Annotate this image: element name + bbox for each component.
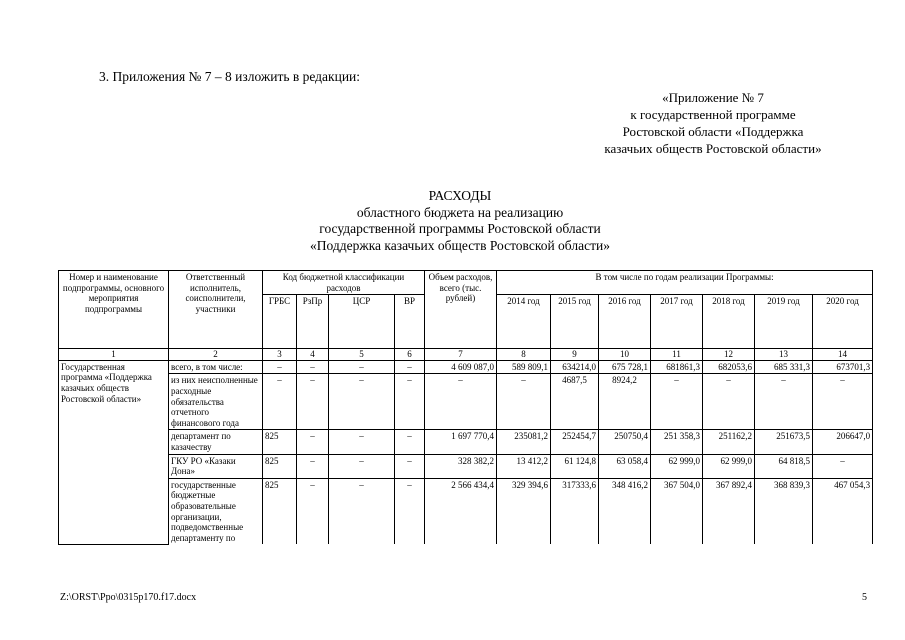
row-year-value: 252454,7: [551, 430, 599, 454]
row-year-value: 634214,0: [551, 360, 599, 374]
appendix-line: к государственной программе: [630, 107, 796, 122]
table-row: [59, 430, 873, 454]
table-header-row: [59, 271, 873, 295]
page-number: 5: [862, 592, 867, 603]
row-year-value: 348 416,2: [599, 478, 651, 544]
footer-file-path: Z:\ORST\Ppo\0315p170.f17.docx: [60, 592, 197, 603]
row-csr: –: [329, 360, 395, 374]
row-grbs: –: [263, 374, 297, 430]
row-csr: –: [329, 430, 395, 454]
header-year: 2018 год: [703, 295, 755, 349]
row-grbs: 825: [263, 430, 297, 454]
header-code: ВР: [395, 295, 425, 349]
header-code: РзПр: [297, 295, 329, 349]
header-code: ГРБС: [263, 295, 297, 349]
header-year: 2020 год: [813, 295, 873, 349]
row-vr: –: [395, 374, 425, 430]
row-year-value: 235081,2: [497, 430, 551, 454]
row-year-value: 368 839,3: [755, 478, 813, 544]
row-year-value: 681861,3: [651, 360, 703, 374]
column-number: 10: [599, 349, 651, 361]
row-executor: департамент по казачеству: [169, 430, 263, 454]
document-heading: [210, 188, 710, 254]
row-csr: –: [329, 454, 395, 478]
row-year-value: 685 331,3: [755, 360, 813, 374]
row-year-value: –: [755, 374, 813, 430]
column-number: 5: [329, 349, 395, 361]
row-year-value: 682053,6: [703, 360, 755, 374]
row-year-value: –: [497, 374, 551, 430]
column-number: 12: [703, 349, 755, 361]
row-year-value: 317333,6: [551, 478, 599, 544]
column-number-row: [59, 349, 873, 361]
row-year-value: 251673,5: [755, 430, 813, 454]
appendix-line: Ростовской области «Поддержка: [622, 124, 804, 139]
row-rzpr: –: [297, 454, 329, 478]
row-total: 1 697 770,4: [425, 430, 497, 454]
row-year-value: 4687,5: [551, 374, 599, 430]
row-executor: из них неисполненные расходные обязательства отчетного финансового года: [169, 374, 263, 430]
row-executor: всего, в том числе:: [169, 360, 263, 374]
row-year-value: 329 394,6: [497, 478, 551, 544]
column-number: 4: [297, 349, 329, 361]
header-year: 2016 год: [599, 295, 651, 349]
row-csr: –: [329, 478, 395, 544]
row-executor: ГКУ РО «Казаки Дона»: [169, 454, 263, 478]
appendix-line: «Приложение № 7: [662, 90, 764, 105]
row-year-value: 467 054,3: [813, 478, 873, 544]
row-csr: –: [329, 374, 395, 430]
row-year-value: 62 999,0: [703, 454, 755, 478]
column-number: 11: [651, 349, 703, 361]
header-year: 2014 год: [497, 295, 551, 349]
appendix-note: [563, 89, 863, 157]
row-total: 4 609 087,0: [425, 360, 497, 374]
row-executor: государственные бюджетные образовательные организации, подведомственные департаменту по: [169, 478, 263, 544]
program-name: Государственная программа «Поддержка казачьих обществ Ростовской области»: [59, 360, 169, 544]
row-rzpr: –: [297, 374, 329, 430]
row-year-value: 64 818,5: [755, 454, 813, 478]
row-grbs: 825: [263, 454, 297, 478]
heading-line: «Поддержка казачьих обществ Ростовской области»: [310, 237, 610, 253]
table-row: [59, 454, 873, 478]
header-year: 2019 год: [755, 295, 813, 349]
column-number: 3: [263, 349, 297, 361]
column-number: 9: [551, 349, 599, 361]
row-year-value: 367 892,4: [703, 478, 755, 544]
header-executor: Ответственный исполнитель, соисполнители, участники: [169, 271, 263, 349]
header-name: Номер и наименование подпрограммы, основного мероприятия подпрограммы: [59, 271, 169, 349]
header-years-group: В том числе по годам реализации Программы:: [497, 271, 873, 295]
row-year-value: 61 124,8: [551, 454, 599, 478]
table-row: [59, 374, 873, 430]
row-year-value: –: [651, 374, 703, 430]
heading-line: областного бюджета на реализацию: [356, 204, 564, 220]
row-year-value: 250750,4: [599, 430, 651, 454]
column-number: 1: [59, 349, 169, 361]
column-number: 2: [169, 349, 263, 361]
appendix-line: казачьих обществ Ростовской области»: [604, 141, 822, 156]
row-year-value: 62 999,0: [651, 454, 703, 478]
row-vr: –: [395, 430, 425, 454]
row-year-value: 367 504,0: [651, 478, 703, 544]
row-vr: –: [395, 360, 425, 374]
column-number: 7: [425, 349, 497, 361]
intro-text: 3. Приложения № 7 – 8 изложить в редакции:: [99, 69, 361, 84]
row-year-value: –: [703, 374, 755, 430]
row-grbs: –: [263, 360, 297, 374]
expenses-table: [58, 270, 873, 545]
table-row: [59, 478, 873, 544]
header-year: 2015 год: [551, 295, 599, 349]
heading-line: государственной программы Ростовской области: [319, 221, 601, 236]
row-year-value: 63 058,4: [599, 454, 651, 478]
column-number: 13: [755, 349, 813, 361]
row-year-value: 589 809,1: [497, 360, 551, 374]
table-row: [59, 360, 873, 374]
row-vr: –: [395, 478, 425, 544]
row-year-value: –: [813, 374, 873, 430]
row-rzpr: –: [297, 360, 329, 374]
row-vr: –: [395, 454, 425, 478]
row-rzpr: –: [297, 478, 329, 544]
row-total: 328 382,2: [425, 454, 497, 478]
row-year-value: 251 358,3: [651, 430, 703, 454]
row-total: 2 566 434,4: [425, 478, 497, 544]
row-year-value: 206647,0: [813, 430, 873, 454]
column-number: 6: [395, 349, 425, 361]
row-year-value: 251162,2: [703, 430, 755, 454]
header-code-group: Код бюджетной классификации расходов: [263, 271, 425, 295]
row-year-value: 8924,2: [599, 374, 651, 430]
row-year-value: 673701,3: [813, 360, 873, 374]
header-year: 2017 год: [651, 295, 703, 349]
row-year-value: 13 412,2: [497, 454, 551, 478]
row-rzpr: –: [297, 430, 329, 454]
header-code: ЦСР: [329, 295, 395, 349]
column-number: 8: [497, 349, 551, 361]
column-number: 14: [813, 349, 873, 361]
heading-title: РАСХОДЫ: [428, 188, 492, 203]
row-grbs: 825: [263, 478, 297, 544]
header-volume: Объем расходов, всего (тыс. рублей): [425, 271, 497, 349]
row-total: –: [425, 374, 497, 430]
row-year-value: –: [813, 454, 873, 478]
row-year-value: 675 728,1: [599, 360, 651, 374]
